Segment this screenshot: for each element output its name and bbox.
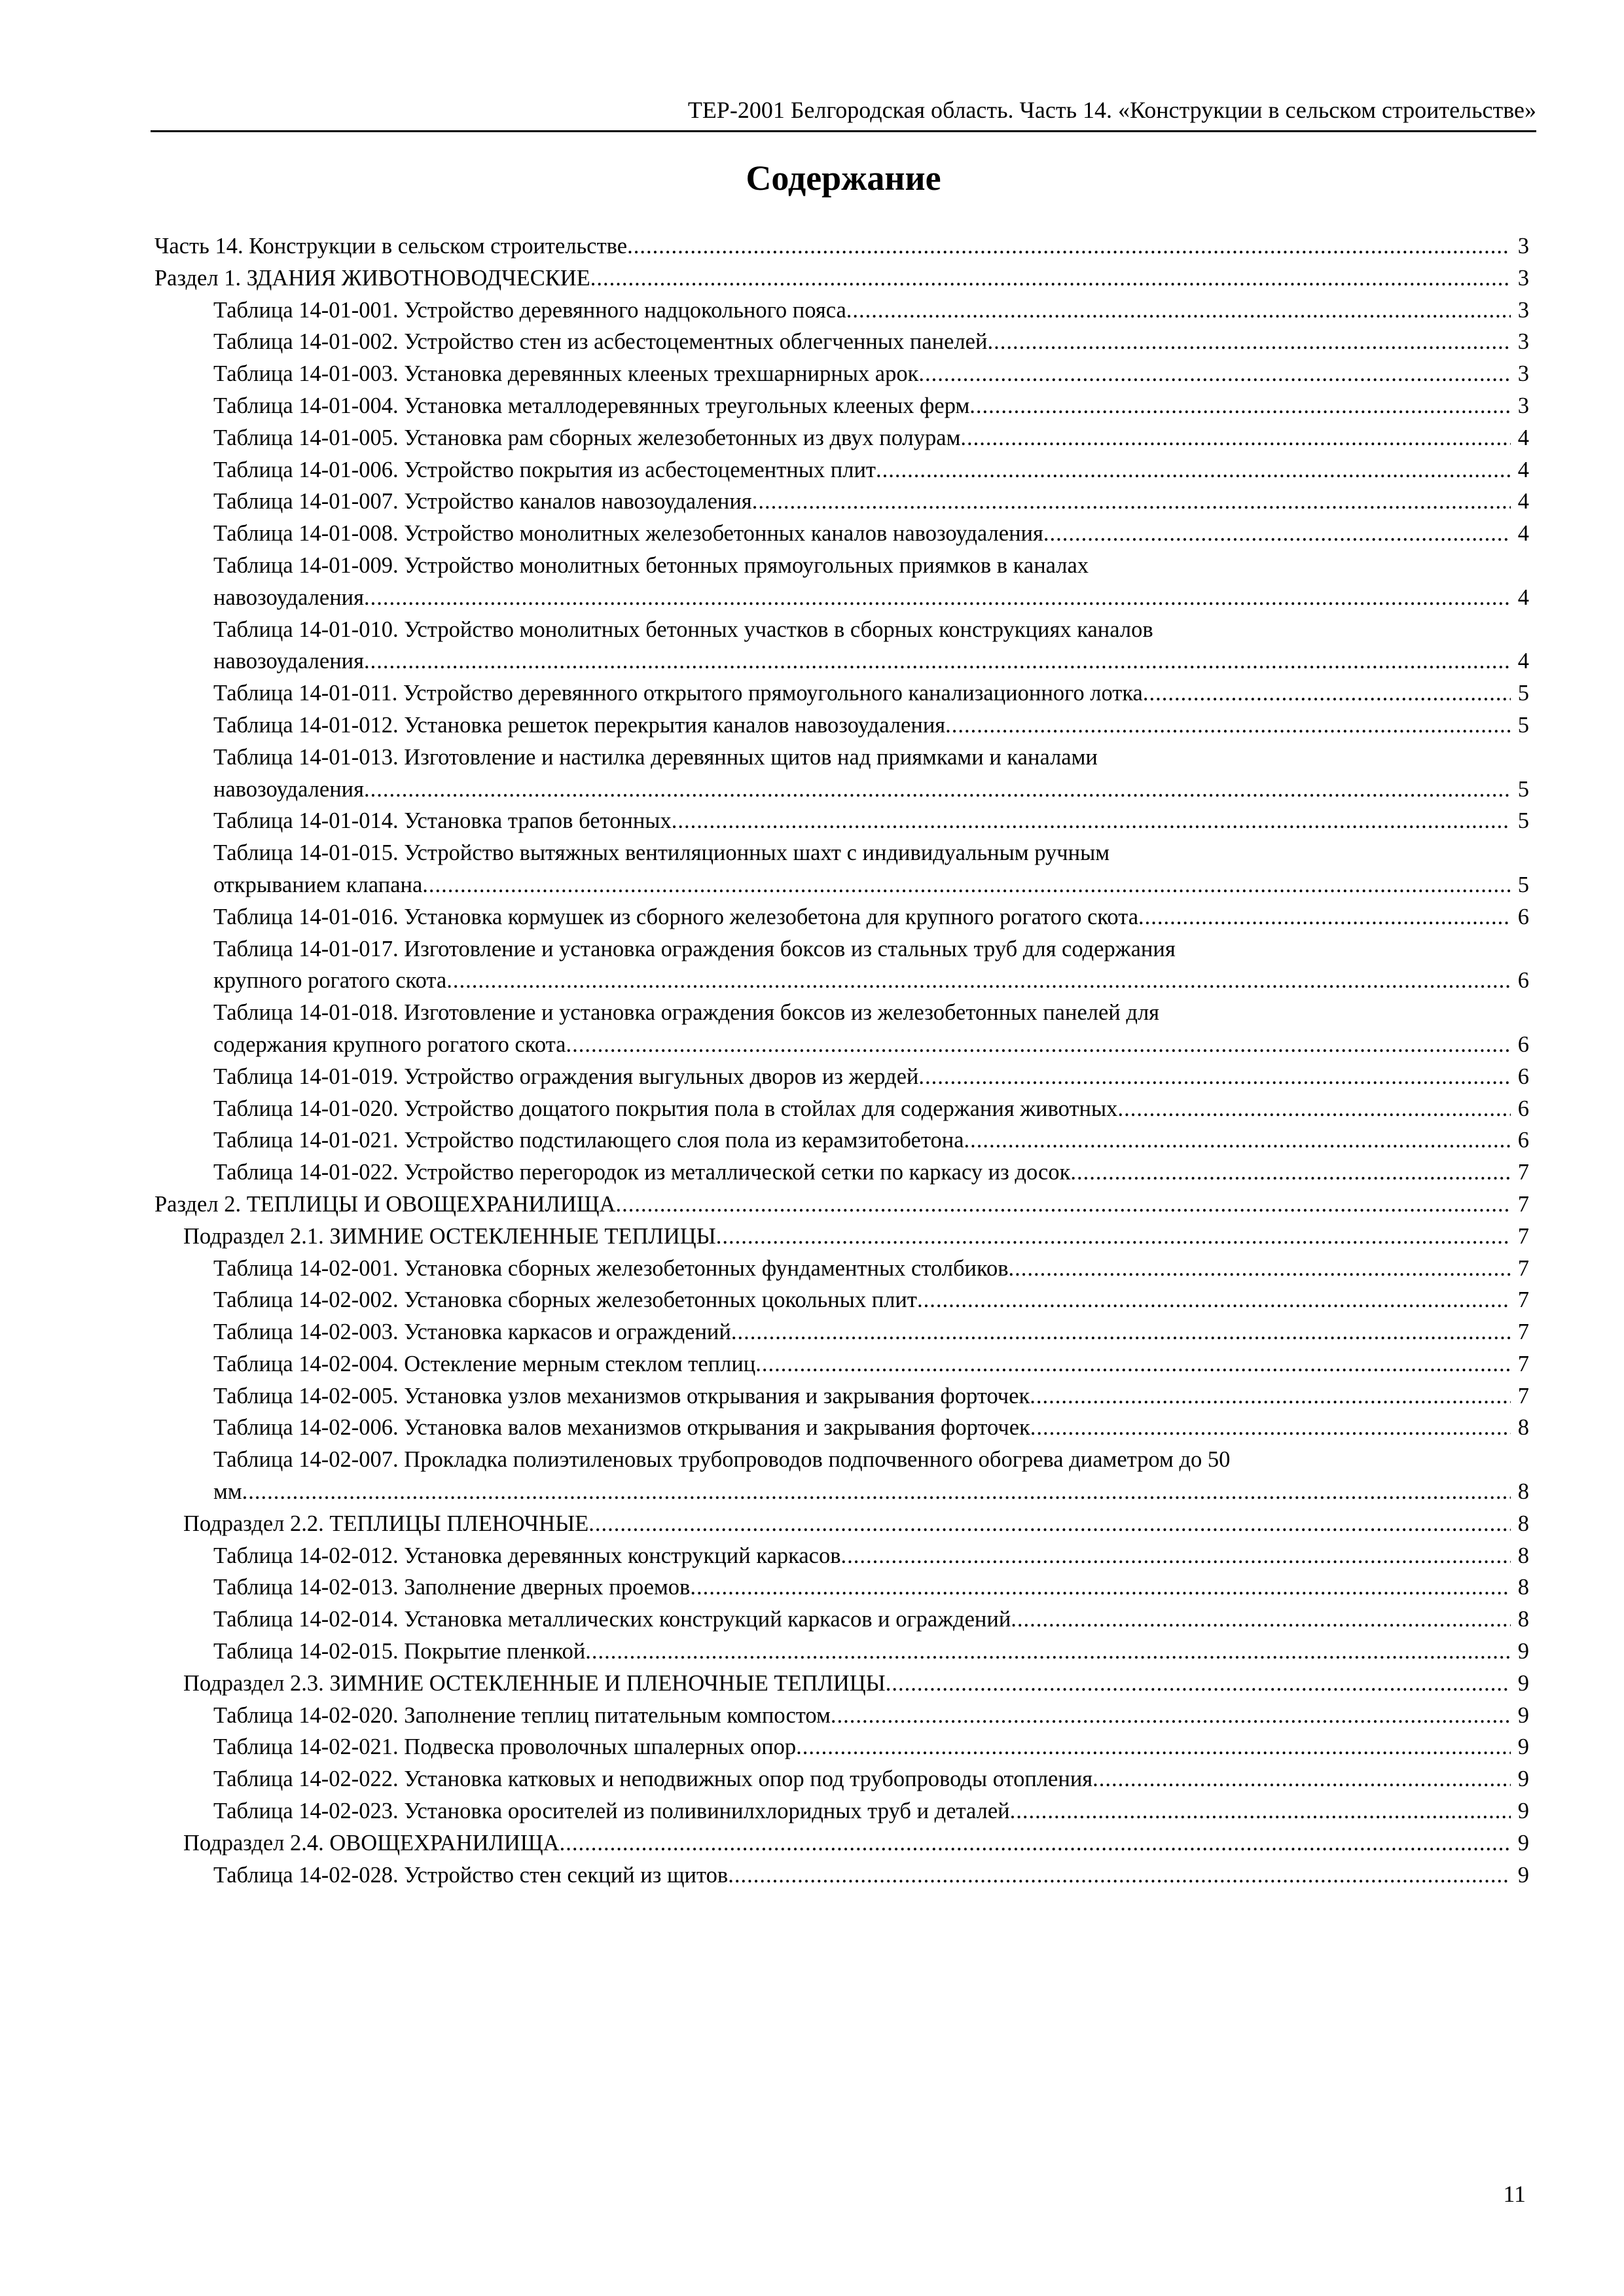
toc-entry-text: Часть 14. Конструкции в сельском строительстве: [154, 234, 628, 259]
toc-page-number: 3: [1517, 297, 1529, 323]
toc-entry[interactable]: [213, 1444, 1529, 1508]
toc-entry-text: Таблица 14-02-020. Заполнение теплиц питательным компостом: [213, 1702, 831, 1728]
dot-leader: [1009, 1253, 1511, 1285]
toc-page-number: 7: [1517, 1383, 1529, 1408]
toc-entry[interactable]: [213, 1124, 1529, 1157]
toc-entry[interactable]: [213, 837, 1529, 901]
toc-entry[interactable]: [213, 614, 1529, 678]
toc-page-number: 4: [1517, 584, 1529, 610]
toc-page-number: 6: [1517, 1064, 1529, 1089]
dot-leader: [242, 1476, 1511, 1508]
dot-leader: [964, 1124, 1511, 1157]
toc-page-number: 6: [1517, 1128, 1529, 1153]
dot-leader: [1030, 1380, 1511, 1412]
toc-page-number: 8: [1517, 1543, 1529, 1568]
toc-entry-text: навозоудаления: [213, 649, 365, 674]
toc-page-number: 5: [1517, 808, 1529, 834]
toc-page-number: 5: [1517, 681, 1529, 706]
toc-page-number: 7: [1517, 1287, 1529, 1313]
toc-entry[interactable]: [213, 1316, 1529, 1348]
toc-page-number: 7: [1517, 1255, 1529, 1281]
toc-page-number: 7: [1517, 1191, 1529, 1217]
toc-entry-text: Раздел 1. ЗДАНИЯ ЖИВОТНОВОДЧЕСКИЕ: [154, 265, 590, 291]
toc-entry-text: Таблица 14-01-013. Изготовление и настилка деревянных щитов над приямками и каналами: [213, 744, 1098, 770]
toc-page-number: 9: [1517, 1639, 1529, 1664]
toc-entry[interactable]: [154, 1189, 1529, 1221]
dot-leader: [886, 1668, 1511, 1700]
dot-leader: [917, 1284, 1511, 1316]
toc-page-number: 4: [1517, 489, 1529, 514]
toc-entry-text: Таблица 14-01-015. Устройство вытяжных вентиляционных шахт с индивидуальным ручным: [213, 840, 1110, 866]
toc-page-number: 9: [1517, 1767, 1529, 1792]
toc-entry-text: Таблица 14-01-020. Устройство дощатого покрытия пола в стойлах для содержания животных: [213, 1096, 1118, 1121]
toc-entry-text: Таблица 14-02-001. Установка сборных железобетонных фундаментных столбиков: [213, 1255, 1009, 1281]
dot-leader: [1143, 677, 1511, 709]
toc-entry-text: Подраздел 2.2. ТЕПЛИЦЫ ПЛЕНОЧНЫЕ: [183, 1511, 589, 1536]
toc-entry-text: открыванием клапана: [213, 872, 423, 897]
toc-page-number: 9: [1517, 1830, 1529, 1856]
toc-page-number: 9: [1517, 1862, 1529, 1888]
toc-entry-text: Таблица 14-02-022. Установка катковых и неподвижных опор под трубопроводы отопления: [213, 1767, 1093, 1792]
toc-entry[interactable]: [183, 1668, 1529, 1700]
toc-entry-text: Таблица 14-01-010. Устройство монолитных бетонных участков в сборных конструкциях каналов: [213, 617, 1153, 642]
dot-leader: [752, 486, 1511, 518]
toc-page-number: 8: [1517, 1607, 1529, 1632]
toc-page-number: 8: [1517, 1511, 1529, 1536]
toc-entry-text: Таблица 14-02-014. Установка металлических конструкций каркасов и ограждений: [213, 1607, 1011, 1632]
dot-leader: [672, 805, 1511, 837]
toc-entry[interactable]: [213, 1700, 1529, 1732]
toc-page-number: 3: [1517, 265, 1529, 291]
toc-entry[interactable]: [213, 709, 1529, 742]
toc-entry-text: Таблица 14-01-017. Изготовление и установка ограждения боксов из стальных труб для содержания: [213, 936, 1176, 961]
dot-leader: [690, 1571, 1511, 1604]
dot-leader: [446, 965, 1511, 997]
toc-entry-text: Подраздел 2.4. ОВОЩЕХРАНИЛИЩА: [183, 1830, 560, 1856]
toc-entry[interactable]: [213, 1859, 1529, 1892]
dot-leader: [987, 326, 1511, 358]
toc-entry[interactable]: [213, 550, 1529, 614]
toc-page-number: 7: [1517, 1351, 1529, 1376]
toc-entry[interactable]: [213, 454, 1529, 486]
toc-page-number: 7: [1517, 1160, 1529, 1185]
toc-entry-text: содержания крупного рогатого скота: [213, 1031, 566, 1057]
toc-entry[interactable]: [213, 1604, 1529, 1636]
toc-entry-text: Таблица 14-01-001. Устройство деревянного надцокольного пояса: [213, 297, 846, 323]
toc-entry-text: Таблица 14-02-002. Установка сборных железобетонных цокольных плит: [213, 1287, 917, 1313]
toc-entry[interactable]: [213, 1284, 1529, 1316]
toc-entry[interactable]: [213, 1061, 1529, 1093]
toc-entry[interactable]: [213, 390, 1529, 422]
toc-page-number: 4: [1517, 521, 1529, 547]
dot-leader: [422, 869, 1511, 901]
toc-page-number: 3: [1517, 361, 1529, 387]
dot-leader: [918, 358, 1511, 390]
toc-page-number: 9: [1517, 1799, 1529, 1824]
dot-leader: [560, 1827, 1511, 1859]
toc-page-number: 5: [1517, 776, 1529, 802]
toc-entry[interactable]: [213, 1636, 1529, 1668]
toc-entry[interactable]: [213, 1348, 1529, 1380]
dot-leader: [1092, 1763, 1511, 1795]
toc-page-number: 9: [1517, 1670, 1529, 1696]
dot-leader: [1011, 1604, 1511, 1636]
toc-page-number: 8: [1517, 1415, 1529, 1441]
toc-page-number: 3: [1517, 234, 1529, 259]
dot-leader: [590, 262, 1511, 295]
toc-entry-text: Таблица 14-01-014. Установка трапов бетонных: [213, 808, 672, 834]
toc-page-number: 3: [1517, 329, 1529, 355]
dot-leader: [918, 1061, 1511, 1093]
toc-entry[interactable]: [213, 358, 1529, 390]
toc-entry[interactable]: [213, 1380, 1529, 1412]
toc-entry-text: Таблица 14-01-012. Установка решеток перекрытия каналов навозоудаления: [213, 712, 946, 738]
dot-leader: [755, 1348, 1511, 1380]
toc-entry-text: Подраздел 2.3. ЗИМНИЕ ОСТЕКЛЕННЫЕ И ПЛЕНОЧНЫЕ ТЕПЛИЦЫ: [183, 1670, 886, 1696]
dot-leader: [588, 1508, 1511, 1540]
toc-entry-text: Таблица 14-02-007. Прокладка полиэтиленовых трубопроводов подпочвенного обогрева диаметром до 50: [213, 1447, 1231, 1473]
toc-entry[interactable]: [213, 326, 1529, 358]
toc-entry[interactable]: [213, 742, 1529, 806]
dot-leader: [728, 1859, 1511, 1892]
toc-page-number: 9: [1517, 1734, 1529, 1760]
dot-leader: [969, 390, 1511, 422]
toc-entry-text: Таблица 14-01-005. Установка рам сборных железобетонных из двух полурам: [213, 425, 961, 450]
toc-entry-text: Таблица 14-02-012. Установка деревянных конструкций каркасов: [213, 1543, 841, 1568]
toc-entry-text: Таблица 14-02-004. Остекление мерным стеклом теплиц: [213, 1351, 756, 1376]
toc-page-number: 7: [1517, 1319, 1529, 1345]
toc-page-number: 6: [1517, 904, 1529, 929]
toc-entry[interactable]: [213, 518, 1529, 550]
toc-page-number: 7: [1517, 1223, 1529, 1249]
header-divider: [151, 130, 1536, 132]
dot-leader: [627, 230, 1511, 262]
toc-entry[interactable]: [213, 1157, 1529, 1189]
toc-entry[interactable]: [213, 1540, 1529, 1572]
toc-entry[interactable]: [213, 1731, 1529, 1763]
toc-entry-text: мм: [213, 1479, 242, 1505]
toc-entry[interactable]: [213, 901, 1529, 933]
toc-entry-text: крупного рогатого скота: [213, 968, 447, 994]
dot-leader: [1138, 901, 1511, 933]
toc-entry[interactable]: [213, 1571, 1529, 1604]
toc-entry[interactable]: [183, 1221, 1529, 1253]
toc-page-number: 6: [1517, 1096, 1529, 1121]
dot-leader: [831, 1700, 1511, 1732]
dot-leader: [1010, 1795, 1511, 1827]
toc-entry-text: Таблица 14-02-006. Установка валов механизмов открывания и закрывания форточек: [213, 1415, 1030, 1441]
toc-entry-text: Таблица 14-02-013. Заполнение дверных проемов: [213, 1575, 691, 1600]
toc-entry-text: Таблица 14-02-005. Установка узлов механизмов открывания и закрывания форточек: [213, 1383, 1030, 1408]
toc-entry[interactable]: [213, 422, 1529, 454]
toc-page-number: 8: [1517, 1575, 1529, 1600]
dot-leader: [841, 1540, 1511, 1572]
dot-leader: [876, 454, 1511, 486]
dot-leader: [945, 709, 1511, 742]
dot-leader: [615, 1189, 1511, 1221]
toc-entry-text: Таблица 14-01-008. Устройство монолитных железобетонных каналов навозоудаления: [213, 521, 1043, 547]
toc-entry[interactable]: [213, 805, 1529, 837]
toc-entry[interactable]: [213, 1795, 1529, 1827]
dot-leader: [731, 1316, 1511, 1348]
toc-entry[interactable]: [213, 933, 1529, 997]
toc-entry-text: Таблица 14-01-016. Установка кормушек из сборного железобетона для крупного рогатого скота: [213, 904, 1139, 929]
dot-leader: [1070, 1157, 1511, 1189]
toc-entry-text: Таблица 14-01-009. Устройство монолитных бетонных прямоугольных приямков в каналах: [213, 552, 1089, 578]
toc-page-number: 9: [1517, 1702, 1529, 1728]
toc-entry-text: Таблица 14-02-021. Подвеска проволочных шпалерных опор: [213, 1734, 797, 1760]
toc-entry-text: Таблица 14-01-011. Устройство деревянного открытого прямоугольного канализационного лотка: [213, 681, 1143, 706]
toc-entry[interactable]: [213, 997, 1529, 1061]
dot-leader: [960, 422, 1511, 454]
page-title: Содержание: [746, 158, 941, 198]
toc-page-number: 4: [1517, 457, 1529, 482]
toc-entry-text: Таблица 14-01-004. Установка металлодеревянных треугольных клееных ферм: [213, 393, 970, 418]
toc-entry[interactable]: [213, 1253, 1529, 1285]
dot-leader: [1030, 1412, 1511, 1444]
toc-entry-text: Раздел 2. ТЕПЛИЦЫ И ОВОЩЕХРАНИЛИЩА: [154, 1191, 616, 1217]
toc-page-number: 5: [1517, 872, 1529, 897]
toc-entry-text: Таблица 14-02-015. Покрытие пленкой: [213, 1639, 586, 1664]
dot-leader: [364, 774, 1511, 806]
dot-leader: [796, 1731, 1511, 1763]
toc-page-number: 5: [1517, 712, 1529, 738]
toc-entry-text: Таблица 14-01-007. Устройство каналов навозоудаления: [213, 489, 752, 514]
dot-leader: [1117, 1093, 1511, 1125]
dot-leader: [1043, 518, 1511, 550]
toc-entry[interactable]: [154, 262, 1529, 295]
toc-page-number: 3: [1517, 393, 1529, 418]
toc-entry[interactable]: [213, 1763, 1529, 1795]
toc-entry[interactable]: [183, 1827, 1529, 1859]
table-of-contents: [154, 230, 1529, 1891]
toc-page-number: 6: [1517, 1031, 1529, 1057]
toc-entry[interactable]: [213, 295, 1529, 327]
toc-entry-text: Таблица 14-01-019. Устройство ограждения выгульных дворов из жердей: [213, 1064, 919, 1089]
toc-entry-text: Таблица 14-01-018. Изготовление и установка ограждения боксов из железобетонных панелей для: [213, 1000, 1160, 1026]
toc-page-number: 6: [1517, 968, 1529, 994]
dot-leader: [566, 1029, 1511, 1061]
toc-entry-text: Таблица 14-02-023. Установка оросителей из поливинилхлоридных труб и деталей: [213, 1799, 1010, 1824]
toc-entry-text: Таблица 14-01-003. Установка деревянных клееных трехшарнирных арок: [213, 361, 919, 387]
toc-entry-text: Таблица 14-02-028. Устройство стен секций из щитов: [213, 1862, 729, 1888]
toc-entry[interactable]: [213, 677, 1529, 709]
dot-leader: [364, 645, 1511, 677]
running-header: ТЕР-2001 Белгородская область. Часть 14. «Конструкции в сельском строительстве»: [687, 97, 1536, 123]
page-number: 11: [1503, 2181, 1526, 2207]
toc-entry[interactable]: [183, 1508, 1529, 1540]
dot-leader: [846, 295, 1511, 327]
dot-leader: [364, 582, 1511, 614]
toc-entry-text: Таблица 14-01-002. Устройство стен из асбестоцементных облегченных панелей: [213, 329, 988, 355]
dot-leader: [585, 1636, 1511, 1668]
toc-entry[interactable]: [213, 1412, 1529, 1444]
toc-page-number: 4: [1517, 425, 1529, 450]
toc-entry-text: навозоудаления: [213, 776, 365, 802]
toc-page-number: 8: [1517, 1479, 1529, 1505]
toc-entry[interactable]: [154, 230, 1529, 262]
toc-entry-text: Таблица 14-01-021. Устройство подстилающего слоя пола из керамзитобетона: [213, 1128, 964, 1153]
toc-entry-text: Таблица 14-01-022. Устройство перегородок из металлической сетки по каркасу из досок: [213, 1160, 1071, 1185]
toc-entry-text: Подраздел 2.1. ЗИМНИЕ ОСТЕКЛЕННЫЕ ТЕПЛИЦЫ: [183, 1223, 716, 1249]
toc-entry-text: Таблица 14-01-006. Устройство покрытия из асбестоцементных плит: [213, 457, 876, 482]
toc-page-number: 4: [1517, 649, 1529, 674]
dot-leader: [716, 1221, 1511, 1253]
toc-entry[interactable]: [213, 1093, 1529, 1125]
toc-entry-text: Таблица 14-02-003. Установка каркасов и ограждений: [213, 1319, 731, 1345]
toc-entry[interactable]: [213, 486, 1529, 518]
toc-entry-text: навозоудаления: [213, 584, 365, 610]
